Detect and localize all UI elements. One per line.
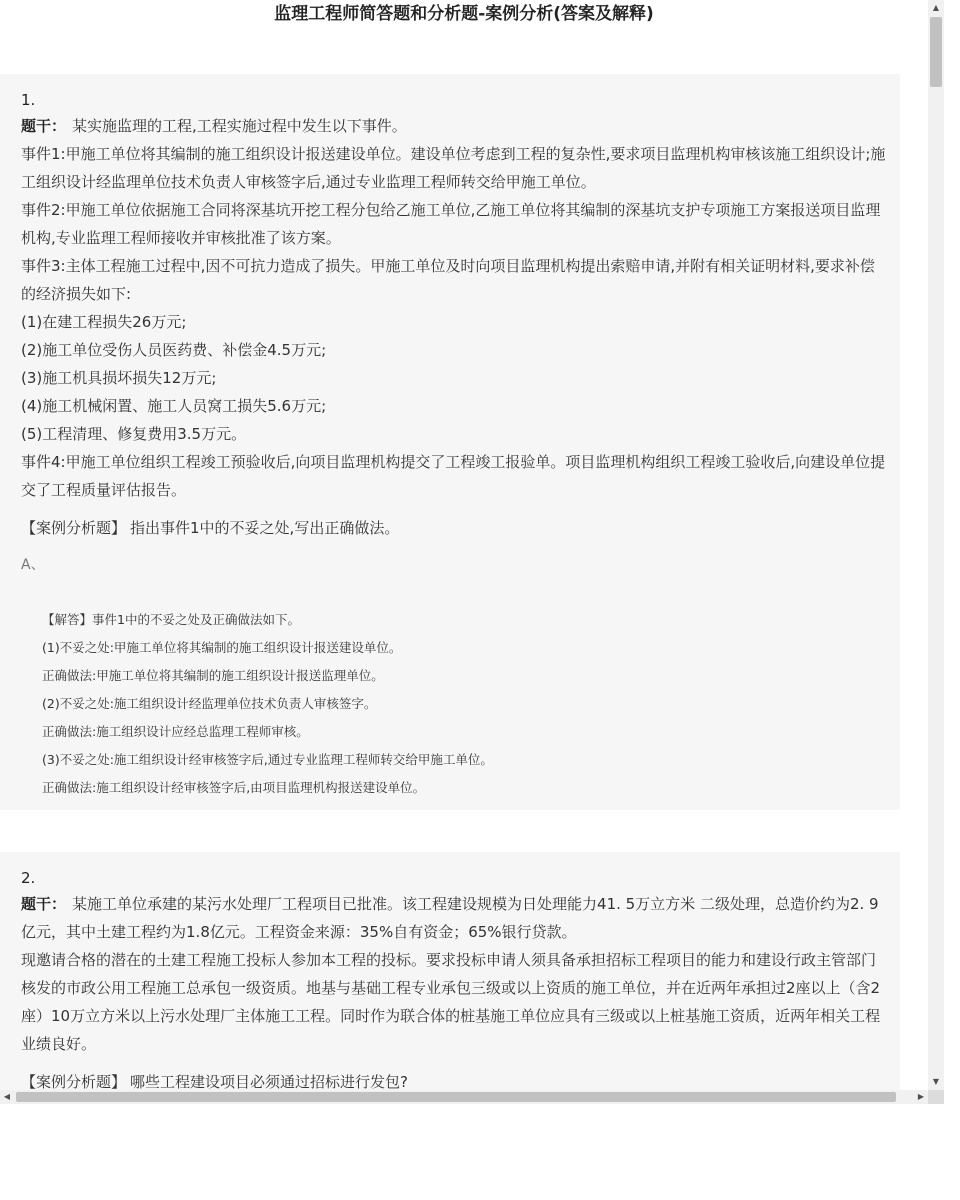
vertical-scrollbar[interactable] — [928, 0, 944, 1090]
vertical-scroll-thumb[interactable] — [930, 17, 942, 87]
stem-line: 事件2:甲施工单位依据施工合同将深基坑开挖工程分包给乙施工单位,乙施工单位将其编制的深基坑支护专项施工方案报送项目监理机构,专业监理工程师接收并审核批准了该方案。 — [21, 201, 881, 247]
analysis-tag: 【案例分析题】 — [21, 1073, 127, 1090]
scroll-down-icon[interactable]: ▼ — [932, 1077, 940, 1086]
answer-line: 正确做法:甲施工单位将其编制的施工组织设计报送监理单位。 — [42, 668, 384, 683]
answer-line: (1)不妥之处:甲施工单位将其编制的施工组织设计报送建设单位。 — [42, 640, 402, 655]
stem-line: 题干： 某施工单位承建的某污水处理厂工程项目已批准。该工程建设规模为日处理能力41. 5万立方米 二级处理，总造价约为2. 9亿元，其中土建工程约为1.8亿元。工程资金来源：35%自有资金；65%银行贷款。 — [21, 895, 879, 941]
stem-line: 事件1:甲施工单位将其编制的施工组织设计报送建设单位。建设单位考虑到工程的复杂性,要求项目监理机构审核该施工组织设计;施工组织设计经监理单位技术负责人审核签字后,通过专业监理工程师转交给甲施工单位。 — [21, 145, 886, 191]
answer-option[interactable]: A、 — [21, 557, 45, 573]
question-stem — [21, 890, 888, 1058]
scroll-up-icon[interactable]: ▲ — [932, 3, 940, 12]
answer-line: 正确做法:施工组织设计经审核签字后,由项目监理机构报送建设单位。 — [42, 780, 426, 795]
question-stem — [21, 112, 888, 504]
analysis-text: 指出事件1中的不妥之处,写出正确做法。 — [130, 519, 400, 537]
stem-line: 事件4:甲施工单位组织工程竣工预验收后,向项目监理机构提交了工程竣工报验单。项目监理机构组织工程竣工验收后,向建设单位提交了工程质量评估报告。 — [21, 453, 886, 499]
analysis-question — [21, 1068, 888, 1090]
answer-line: 正确做法:施工组织设计应经总监理工程师审核。 — [42, 724, 309, 739]
scroll-left-icon[interactable]: ◀ — [3, 1092, 11, 1101]
answer-line: 【解答】事件1中的不妥之处及正确做法如下。 — [42, 612, 300, 627]
stem-line: 题干： 某实施监理的工程,工程实施过程中发生以下事件。 — [21, 117, 407, 135]
analysis-text: 哪些工程建设项目必须通过招标进行发包? — [130, 1073, 408, 1090]
scroll-right-icon[interactable]: ▶ — [917, 1092, 925, 1101]
horizontal-scroll-thumb[interactable] — [16, 1092, 896, 1102]
stem-line: (3)施工机具损坏损失12万元; — [21, 369, 217, 387]
stem-line: (5)工程清理、修复费用3.5万元。 — [21, 425, 247, 443]
horizontal-scrollbar[interactable] — [0, 1090, 928, 1104]
stem-label: 题干： — [21, 895, 67, 913]
answer-line: (3)不妥之处:施工组织设计经审核签字后,通过专业监理工程师转交给甲施工单位。 — [42, 752, 493, 767]
answer-explanation — [21, 606, 888, 802]
stem-line: (4)施工机械闲置、施工人员窝工损失5.6万元; — [21, 397, 327, 415]
question-card-1 — [0, 74, 900, 810]
question-card-2 — [0, 852, 900, 1090]
analysis-tag: 【案例分析题】 — [21, 519, 127, 537]
stem-line: (1)在建工程损失26万元; — [21, 313, 187, 331]
answer-line: (2)不妥之处:施工组织设计经监理单位技术负责人审核签字。 — [42, 696, 377, 711]
stem-label: 题干： — [21, 117, 67, 135]
scrollbar-corner — [928, 1090, 944, 1104]
stem-line: (2)施工单位受伤人员医药费、补偿金4.5万元; — [21, 341, 327, 359]
stem-line: 现邀请合格的潜在的土建工程施工投标人参加本工程的投标。要求投标申请人须具备承担招标工程项目的能力和建设行政主管部门核发的市政公用工程施工总承包一级资质。地基与基础工程专业承包三级或以上资质的施工单位，并在近两年承担过2座以上（含2座）10万立方米以上污水处理厂主体施工工程。同时作为联合体的桩基施工单位应具有三级或以上桩基施工资质，近两年相关工程业绩良好。 — [21, 951, 881, 1053]
question-number: 1. — [21, 91, 36, 109]
analysis-question — [21, 514, 888, 542]
page-title: 监理工程师简答题和分析题-案例分析(答案及解释) — [274, 4, 654, 24]
stem-line: 事件3:主体工程施工过程中,因不可抗力造成了损失。甲施工单位及时向项目监理机构提出索赔申请,并附有相关证明材料,要求补偿的经济损失如下: — [21, 257, 875, 303]
question-number: 2. — [21, 869, 36, 887]
